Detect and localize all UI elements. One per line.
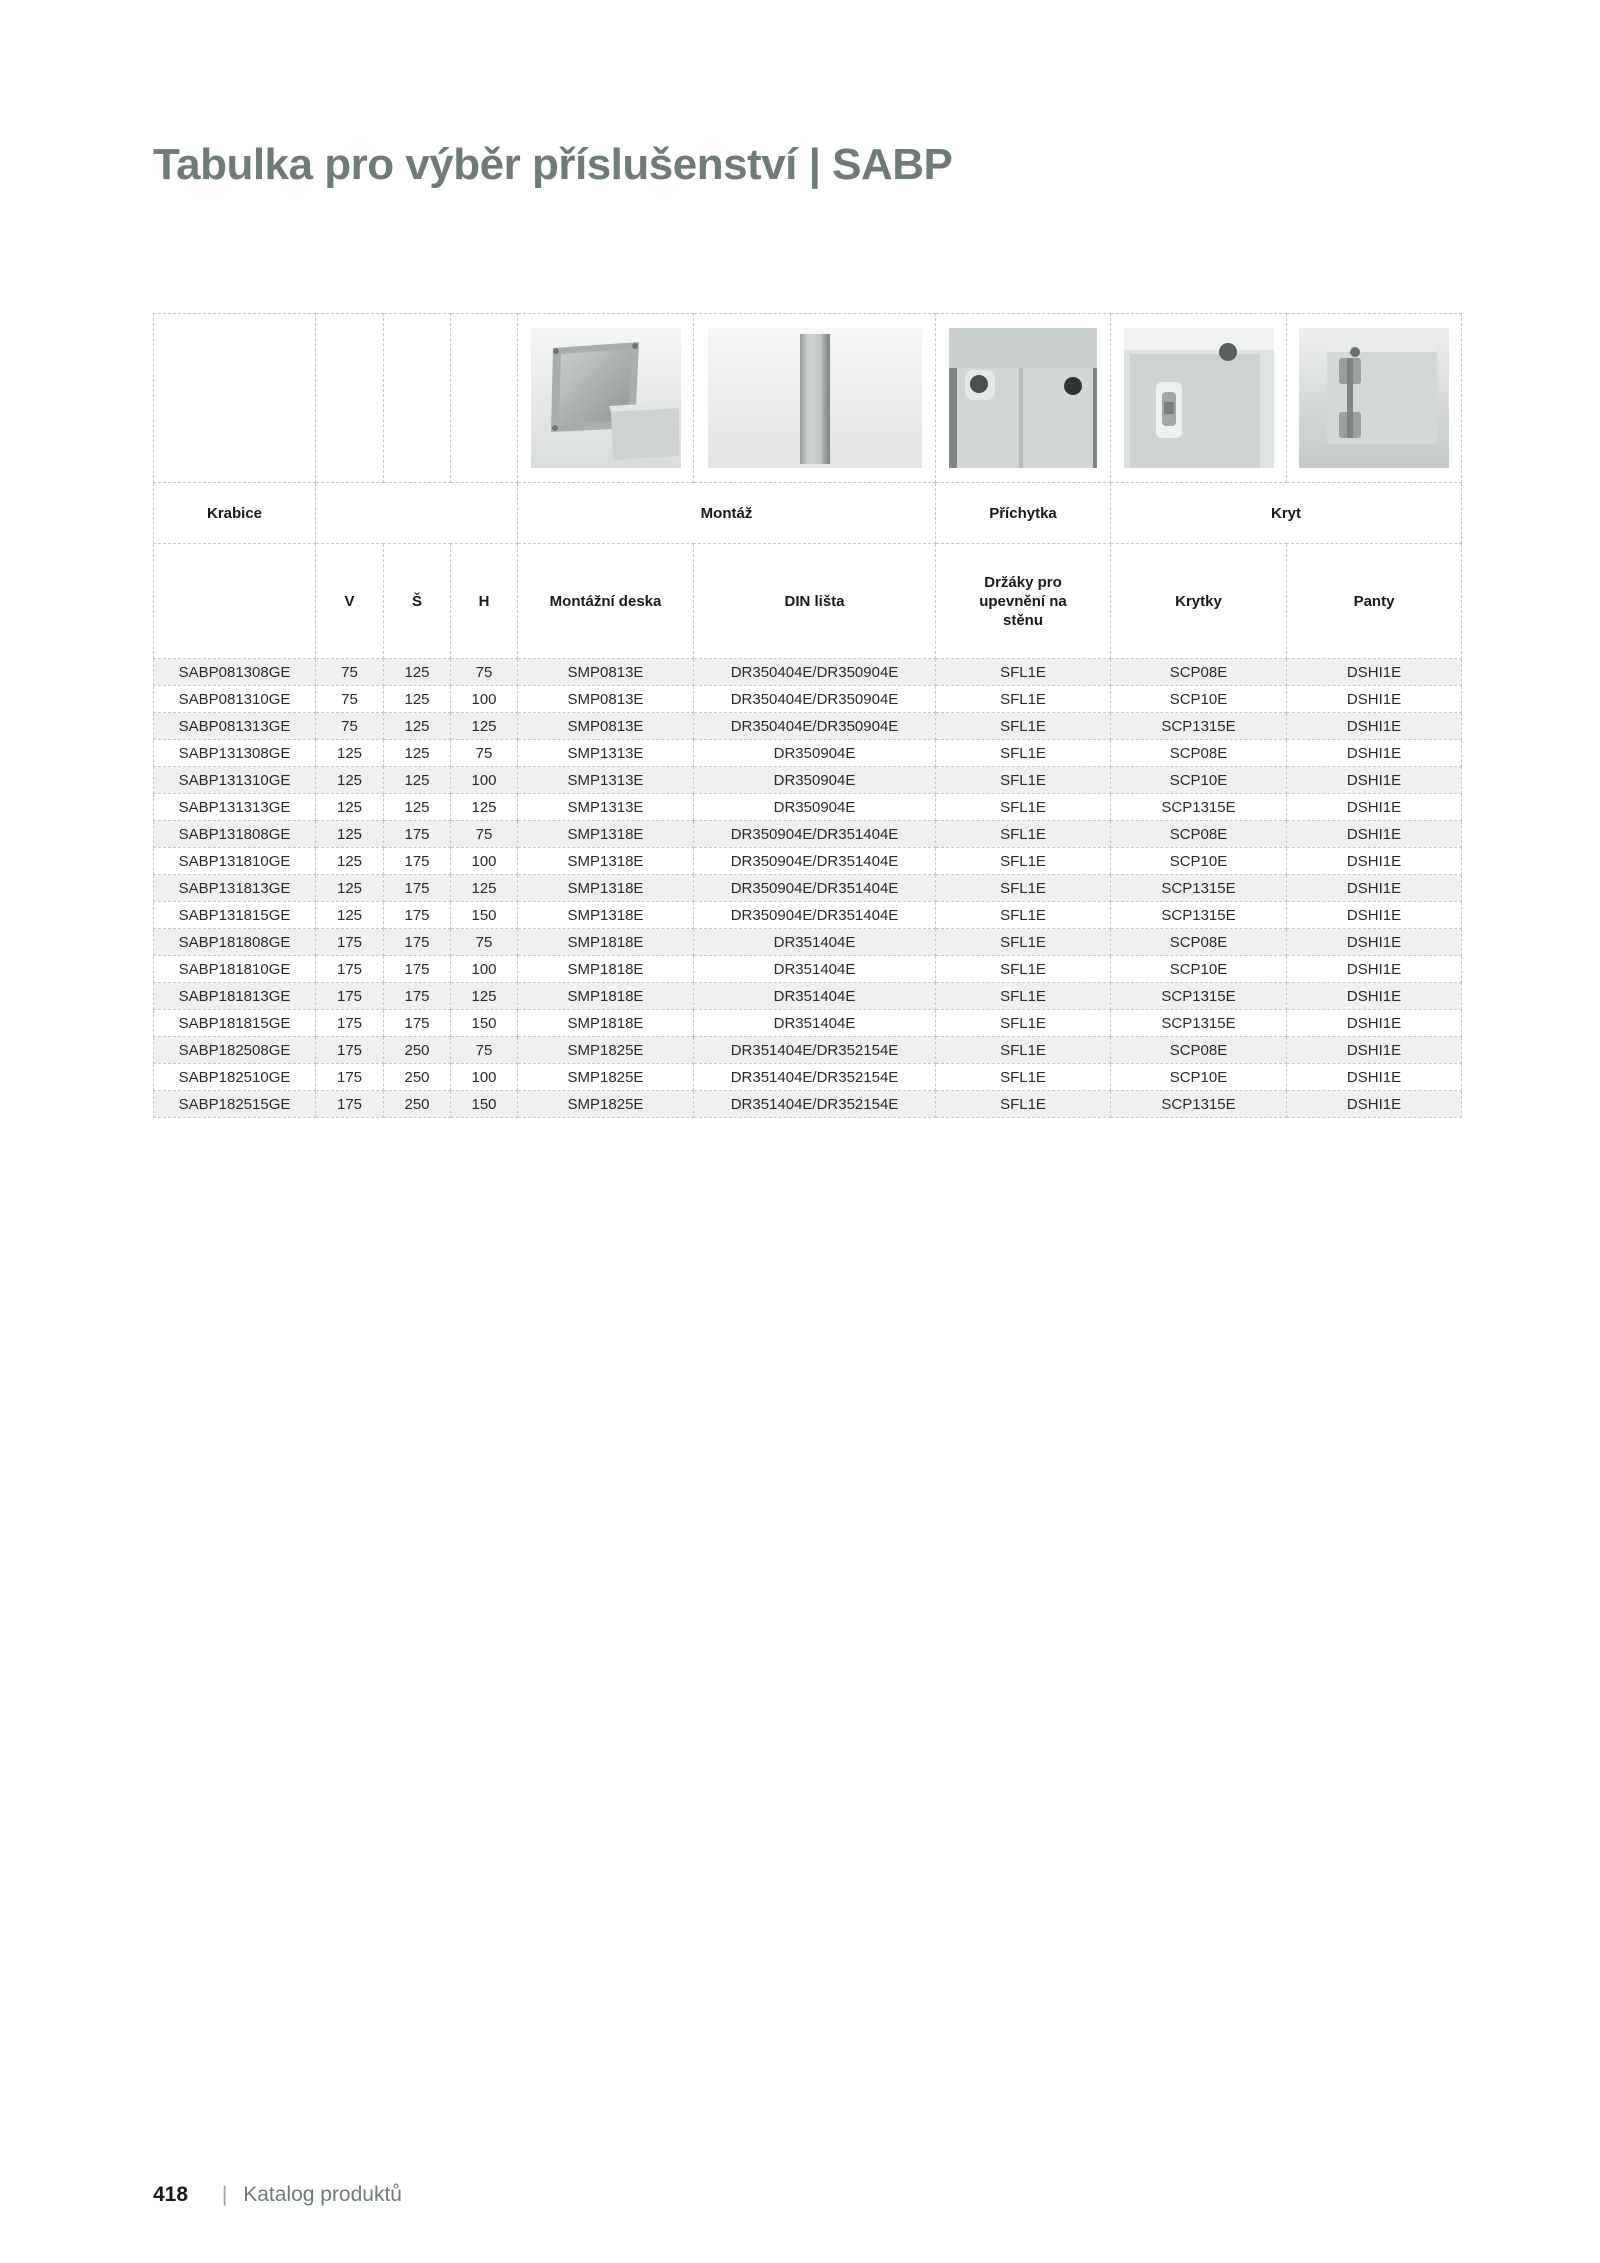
din-rail-image <box>708 328 922 468</box>
cell-width: 175 <box>384 983 451 1010</box>
cell-width: 125 <box>384 659 451 686</box>
cell-hinge: DSHI1E <box>1287 956 1462 983</box>
cell-height: 75 <box>316 713 384 740</box>
table-row <box>154 875 1462 902</box>
group-header-kryt: Kryt <box>1111 483 1462 544</box>
cell-hinge: DSHI1E <box>1287 902 1462 929</box>
cell-wall-bracket: SFL1E <box>936 1037 1111 1064</box>
mounting-plate-image <box>531 328 681 468</box>
cell-product-code: SABP131310GE <box>154 767 316 794</box>
cell-hinge: DSHI1E <box>1287 1091 1462 1118</box>
cell-product-code: SABP131813GE <box>154 875 316 902</box>
cell-height: 175 <box>316 1037 384 1064</box>
cell-hinge: DSHI1E <box>1287 821 1462 848</box>
cell-din-rail: DR350404E/DR350904E <box>694 686 936 713</box>
cell-mounting-plate: SMP0813E <box>518 713 694 740</box>
cell-product-code: SABP182508GE <box>154 1037 316 1064</box>
cell-width: 175 <box>384 848 451 875</box>
cell-hinge: DSHI1E <box>1287 794 1462 821</box>
cell-din-rail: DR350904E/DR351404E <box>694 821 936 848</box>
cell-wall-bracket: SFL1E <box>936 1010 1111 1037</box>
cell-width: 175 <box>384 821 451 848</box>
cell-depth: 100 <box>451 686 518 713</box>
cell-cover-cap: SCP10E <box>1111 767 1287 794</box>
cell-height: 125 <box>316 848 384 875</box>
cell-wall-bracket: SFL1E <box>936 1064 1111 1091</box>
cell-product-code: SABP131815GE <box>154 902 316 929</box>
cell-cover-cap: SCP1315E <box>1111 1010 1287 1037</box>
cell-height: 125 <box>316 875 384 902</box>
cell-depth: 125 <box>451 875 518 902</box>
cell-width: 175 <box>384 1010 451 1037</box>
cell-mounting-plate: SMP1313E <box>518 767 694 794</box>
group-header-prichytka: Příchytka <box>936 483 1111 544</box>
cell-product-code: SABP131313GE <box>154 794 316 821</box>
cell-wall-bracket: SFL1E <box>936 902 1111 929</box>
cell-mounting-plate: SMP1818E <box>518 1010 694 1037</box>
cell-wall-bracket: SFL1E <box>936 821 1111 848</box>
cell-product-code: SABP181808GE <box>154 929 316 956</box>
cell-cover-cap: SCP1315E <box>1111 875 1287 902</box>
cell-mounting-plate: SMP1818E <box>518 983 694 1010</box>
cell-wall-bracket: SFL1E <box>936 740 1111 767</box>
wall-bracket-image <box>949 328 1097 468</box>
cell-product-code: SABP131308GE <box>154 740 316 767</box>
cell-width: 125 <box>384 686 451 713</box>
cell-width: 250 <box>384 1091 451 1118</box>
cell-wall-bracket: SFL1E <box>936 929 1111 956</box>
cell-mounting-plate: SMP1318E <box>518 821 694 848</box>
cell-hinge: DSHI1E <box>1287 1037 1462 1064</box>
cell-din-rail: DR351404E <box>694 1010 936 1037</box>
table-row <box>154 1037 1462 1064</box>
page-number: 418 <box>153 2183 189 2206</box>
cell-din-rail: DR350404E/DR350904E <box>694 713 936 740</box>
cell-product-code: SABP181815GE <box>154 1010 316 1037</box>
cell-din-rail: DR350904E <box>694 767 936 794</box>
cell-hinge: DSHI1E <box>1287 848 1462 875</box>
group-header-krabice: Krabice <box>154 483 316 544</box>
column-header-deska: Montážní deska <box>518 544 694 659</box>
cell-cover-cap: SCP10E <box>1111 956 1287 983</box>
table-row <box>154 767 1462 794</box>
table-row <box>154 659 1462 686</box>
cell-wall-bracket: SFL1E <box>936 713 1111 740</box>
cell-product-code: SABP182515GE <box>154 1091 316 1118</box>
cell-cover-cap: SCP10E <box>1111 1064 1287 1091</box>
table-row <box>154 848 1462 875</box>
cell-cover-cap: SCP08E <box>1111 929 1287 956</box>
cell-wall-bracket: SFL1E <box>936 875 1111 902</box>
cell-width: 125 <box>384 740 451 767</box>
cell-wall-bracket: SFL1E <box>936 983 1111 1010</box>
cell-product-code: SABP081308GE <box>154 659 316 686</box>
table-row <box>154 794 1462 821</box>
cell-depth: 150 <box>451 902 518 929</box>
cell-product-code: SABP182510GE <box>154 1064 316 1091</box>
cell-hinge: DSHI1E <box>1287 740 1462 767</box>
cell-depth: 75 <box>451 740 518 767</box>
cell-height: 175 <box>316 1010 384 1037</box>
cell-hinge: DSHI1E <box>1287 1010 1462 1037</box>
table-row <box>154 1064 1462 1091</box>
column-header-v: V <box>316 544 384 659</box>
group-header-row <box>154 483 1462 544</box>
cell-height: 175 <box>316 1091 384 1118</box>
cell-product-code: SABP131808GE <box>154 821 316 848</box>
cell-width: 125 <box>384 767 451 794</box>
cell-height: 175 <box>316 1064 384 1091</box>
cell-height: 75 <box>316 686 384 713</box>
footer-separator: | <box>221 2183 228 2206</box>
cell-depth: 125 <box>451 983 518 1010</box>
cell-mounting-plate: SMP1825E <box>518 1091 694 1118</box>
cell-width: 250 <box>384 1064 451 1091</box>
column-header-din: DIN lišta <box>694 544 936 659</box>
cell-width: 175 <box>384 956 451 983</box>
cell-hinge: DSHI1E <box>1287 983 1462 1010</box>
cell-din-rail: DR351404E <box>694 929 936 956</box>
cell-hinge: DSHI1E <box>1287 686 1462 713</box>
cell-depth: 100 <box>451 848 518 875</box>
cell-product-code: SABP181810GE <box>154 956 316 983</box>
cell-mounting-plate: SMP1825E <box>518 1037 694 1064</box>
cell-cover-cap: SCP08E <box>1111 659 1287 686</box>
cell-wall-bracket: SFL1E <box>936 848 1111 875</box>
cell-product-code: SABP081313GE <box>154 713 316 740</box>
cell-cover-cap: SCP1315E <box>1111 902 1287 929</box>
cell-height: 125 <box>316 740 384 767</box>
cell-depth: 150 <box>451 1010 518 1037</box>
cell-height: 75 <box>316 659 384 686</box>
cell-height: 125 <box>316 821 384 848</box>
cell-din-rail: DR350404E/DR350904E <box>694 659 936 686</box>
table-row <box>154 902 1462 929</box>
cell-mounting-plate: SMP1313E <box>518 740 694 767</box>
cell-depth: 75 <box>451 821 518 848</box>
accessory-table <box>153 313 1462 1118</box>
cover-cap-image <box>1124 328 1274 468</box>
cell-cover-cap: SCP1315E <box>1111 983 1287 1010</box>
cell-mounting-plate: SMP0813E <box>518 659 694 686</box>
page-footer <box>153 2183 402 2207</box>
cell-height: 125 <box>316 767 384 794</box>
cell-depth: 100 <box>451 956 518 983</box>
cell-wall-bracket: SFL1E <box>936 686 1111 713</box>
cell-din-rail: DR351404E <box>694 956 936 983</box>
cell-hinge: DSHI1E <box>1287 875 1462 902</box>
cell-cover-cap: SCP1315E <box>1111 794 1287 821</box>
cell-product-code: SABP131810GE <box>154 848 316 875</box>
cell-cover-cap: SCP08E <box>1111 821 1287 848</box>
cell-din-rail: DR350904E <box>694 794 936 821</box>
catalog-label: Katalog produktů <box>243 2183 402 2206</box>
cell-din-rail: DR350904E/DR351404E <box>694 875 936 902</box>
cell-product-code: SABP081310GE <box>154 686 316 713</box>
cell-mounting-plate: SMP1318E <box>518 848 694 875</box>
cell-din-rail: DR351404E/DR352154E <box>694 1091 936 1118</box>
cell-cover-cap: SCP08E <box>1111 1037 1287 1064</box>
cell-width: 125 <box>384 794 451 821</box>
cell-height: 125 <box>316 794 384 821</box>
cell-width: 175 <box>384 929 451 956</box>
column-header-panty: Panty <box>1287 544 1462 659</box>
cell-hinge: DSHI1E <box>1287 929 1462 956</box>
table-row <box>154 929 1462 956</box>
cell-depth: 75 <box>451 1037 518 1064</box>
cell-din-rail: DR351404E/DR352154E <box>694 1064 936 1091</box>
cell-depth: 150 <box>451 1091 518 1118</box>
image-row <box>154 314 1462 483</box>
cell-wall-bracket: SFL1E <box>936 1091 1111 1118</box>
cell-mounting-plate: SMP1318E <box>518 902 694 929</box>
cell-din-rail: DR350904E/DR351404E <box>694 902 936 929</box>
cell-cover-cap: SCP1315E <box>1111 1091 1287 1118</box>
cell-depth: 100 <box>451 767 518 794</box>
cell-depth: 75 <box>451 659 518 686</box>
table-row <box>154 1091 1462 1118</box>
cell-hinge: DSHI1E <box>1287 1064 1462 1091</box>
table-body <box>154 659 1462 1118</box>
cell-height: 175 <box>316 983 384 1010</box>
cell-depth: 75 <box>451 929 518 956</box>
cell-depth: 125 <box>451 713 518 740</box>
cell-cover-cap: SCP08E <box>1111 740 1287 767</box>
cell-wall-bracket: SFL1E <box>936 767 1111 794</box>
cell-height: 125 <box>316 902 384 929</box>
cell-hinge: DSHI1E <box>1287 767 1462 794</box>
hinge-image <box>1299 328 1449 468</box>
cell-mounting-plate: SMP1818E <box>518 956 694 983</box>
cell-height: 175 <box>316 929 384 956</box>
cell-width: 175 <box>384 875 451 902</box>
column-header-krytky: Krytky <box>1111 544 1287 659</box>
group-header-montaz: Montáž <box>518 483 936 544</box>
cell-hinge: DSHI1E <box>1287 713 1462 740</box>
cell-cover-cap: SCP1315E <box>1111 713 1287 740</box>
cell-mounting-plate: SMP1313E <box>518 794 694 821</box>
cell-width: 175 <box>384 902 451 929</box>
table-row <box>154 713 1462 740</box>
cell-depth: 100 <box>451 1064 518 1091</box>
table-row <box>154 956 1462 983</box>
column-header-drzaky-text: Držáky pro upevnění na stěnu <box>979 573 1067 629</box>
cell-din-rail: DR350904E/DR351404E <box>694 848 936 875</box>
cell-din-rail: DR351404E <box>694 983 936 1010</box>
cell-depth: 125 <box>451 794 518 821</box>
cell-height: 175 <box>316 956 384 983</box>
cell-wall-bracket: SFL1E <box>936 956 1111 983</box>
column-header-drzaky <box>936 544 1111 659</box>
column-header-row <box>154 544 1462 659</box>
table-row <box>154 1010 1462 1037</box>
cell-product-code: SABP181813GE <box>154 983 316 1010</box>
cell-wall-bracket: SFL1E <box>936 659 1111 686</box>
cell-width: 125 <box>384 713 451 740</box>
cell-din-rail: DR350904E <box>694 740 936 767</box>
column-header-s: Š <box>384 544 451 659</box>
table-row <box>154 686 1462 713</box>
cell-mounting-plate: SMP0813E <box>518 686 694 713</box>
cell-cover-cap: SCP10E <box>1111 686 1287 713</box>
cell-cover-cap: SCP10E <box>1111 848 1287 875</box>
cell-width: 250 <box>384 1037 451 1064</box>
cell-wall-bracket: SFL1E <box>936 794 1111 821</box>
table-row <box>154 983 1462 1010</box>
cell-hinge: DSHI1E <box>1287 659 1462 686</box>
cell-mounting-plate: SMP1318E <box>518 875 694 902</box>
table-row <box>154 821 1462 848</box>
page-title: Tabulka pro výběr příslušenství | SABP <box>153 140 953 189</box>
cell-din-rail: DR351404E/DR352154E <box>694 1037 936 1064</box>
column-header-h: H <box>451 544 518 659</box>
cell-mounting-plate: SMP1818E <box>518 929 694 956</box>
table-row <box>154 740 1462 767</box>
cell-mounting-plate: SMP1825E <box>518 1064 694 1091</box>
